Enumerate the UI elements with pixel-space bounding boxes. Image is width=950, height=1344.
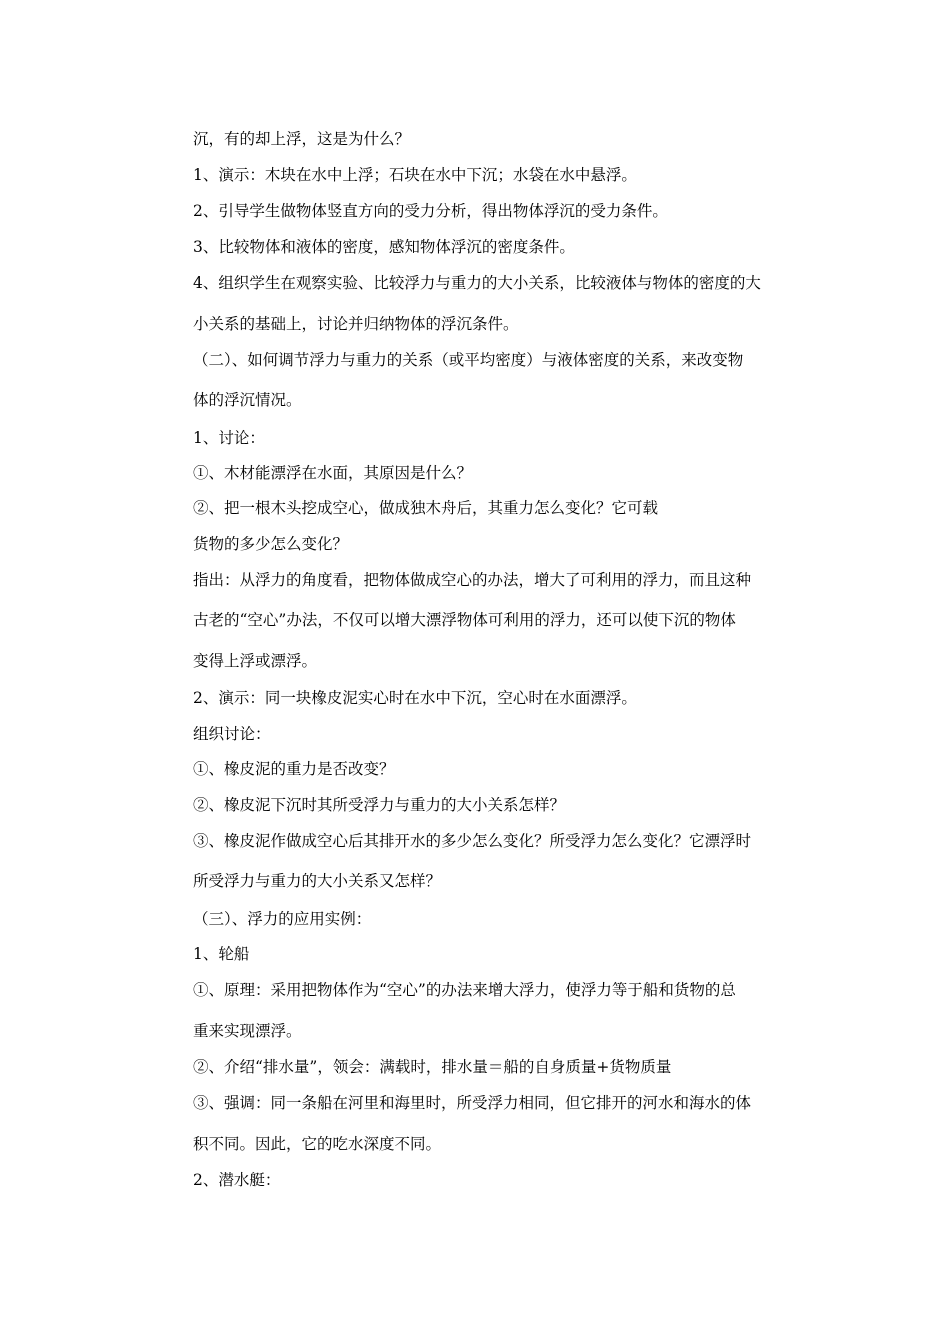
text-line-23: 1、轮船 <box>193 945 250 963</box>
text-line-14: 古老的“空心”办法，不仅可以增大漂浮物体可利用的浮力，还可以使下沉的物体 <box>193 611 736 629</box>
text-line-18: ①、橡皮泥的重力是否改变？ <box>193 760 395 778</box>
text-line-19: ②、橡皮泥下沉时其所受浮力与重力的大小关系怎样？ <box>193 796 566 814</box>
text-line-21: 所受浮力与重力的大小关系又怎样？ <box>193 872 442 890</box>
text-line-7: （二）、如何调节浮力与重力的关系（或平均密度）与液体密度的关系，来改变物 <box>193 351 744 369</box>
text-line-24: ①、原理：采用把物体作为“空心”的办法来增大浮力，使浮力等于船和货物的总 <box>193 981 736 999</box>
text-line-5: 4、组织学生在观察实验、比较浮力与重力的大小关系，比较液体与物体的密度的大 <box>193 274 761 292</box>
text-line-6: 小关系的基础上，讨论并归纳物体的浮沉条件。 <box>193 315 519 333</box>
text-line-4: 3、比较物体和液体的密度，感知物体浮沉的密度条件。 <box>193 238 575 256</box>
text-line-11: ②、把一根木头挖成空心，做成独木舟后，其重力怎么变化？它可载 <box>193 499 659 517</box>
text-line-26: ②、介绍“排水量”，领会：满载时，排水量＝船的自身质量+货物质量 <box>193 1058 672 1076</box>
text-line-3: 2、引导学生做物体竖直方向的受力分析，得出物体浮沉的受力条件。 <box>193 202 668 220</box>
text-line-29: 2、潜水艇： <box>193 1171 281 1189</box>
text-line-12: 货物的多少怎么变化？ <box>193 535 349 553</box>
text-line-20: ③、橡皮泥作做成空心后其排开水的多少怎么变化？所受浮力怎么变化？它漂浮时 <box>193 832 752 850</box>
text-line-25: 重来实现漂浮。 <box>193 1022 302 1040</box>
text-line-15: 变得上浮或漂浮。 <box>193 652 318 670</box>
text-line-22: （三）、浮力的应用实例： <box>193 910 372 928</box>
text-line-13: 指出：从浮力的角度看，把物体做成空心的办法，增大了可利用的浮力，而且这种 <box>193 571 752 589</box>
text-line-16: 2、演示：同一块橡皮泥实心时在水中下沉，空心时在水面漂浮。 <box>193 689 637 707</box>
text-line-2: 1、演示：木块在水中上浮；石块在水中下沉；水袋在水中悬浮。 <box>193 166 637 184</box>
text-line-1: 沉，有的却上浮，这是为什么？ <box>193 130 411 148</box>
text-line-27: ③、强调：同一条船在河里和海里时，所受浮力相同，但它排开的河水和海水的体 <box>193 1094 752 1112</box>
text-line-10: ①、木材能漂浮在水面，其原因是什么？ <box>193 464 473 482</box>
text-line-28: 积不同。因此，它的吃水深度不同。 <box>193 1135 442 1153</box>
text-line-17: 组织讨论： <box>193 725 271 743</box>
text-line-9: 1、讨论： <box>193 429 265 447</box>
text-line-8: 体的浮沉情况。 <box>193 391 302 409</box>
